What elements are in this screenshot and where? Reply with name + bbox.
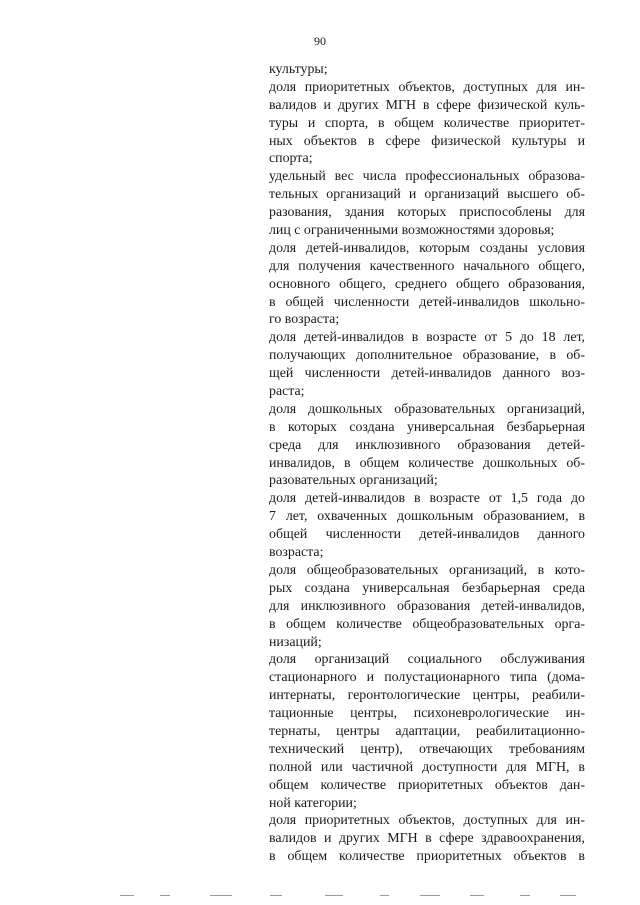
- scan-speck: [160, 895, 170, 896]
- text-line: доля детей-инвалидов в возрасте от 5 до 18 лет,: [269, 330, 585, 346]
- text-line: стационарного и полустационарного типа (дома-: [269, 670, 585, 686]
- scan-speck: [270, 895, 282, 896]
- scan-speck: [120, 895, 134, 896]
- text-line: для инклюзивного образования детей-инвалидов,: [269, 598, 585, 614]
- text-line: в которых создана универсальная безбарьерная: [269, 419, 585, 435]
- text-line: культуры;: [269, 62, 328, 77]
- text-line: щей численности детей-инвалидов данного воз-: [269, 366, 585, 382]
- text-line: интернаты, геронтологические центры, реабили-: [269, 688, 585, 704]
- scan-speck: [470, 895, 484, 896]
- text-line: доля детей-инвалидов в возрасте от 1,5 года до: [269, 491, 585, 507]
- text-line: получающих дополнительное образование, в об-: [269, 348, 585, 364]
- text-line: ных объектов в сфере физической культуры и: [269, 133, 585, 149]
- scan-speck: [380, 895, 389, 896]
- text-line: валидов и других МГН в сфере физической куль-: [269, 97, 585, 113]
- text-line: ной категории;: [269, 795, 357, 811]
- text-line: полной или частичной доступности для МГН, в: [269, 759, 585, 775]
- text-line: лиц с ограниченными возможностями здоровья;: [269, 223, 555, 239]
- text-line: тационные центры, психоневрологические ин-: [269, 706, 585, 722]
- text-line: тельных организаций и организаций высшего об-: [269, 187, 585, 203]
- text-line: спорта;: [269, 151, 313, 167]
- text-line: в общем количестве общеобразовательных орга-: [269, 616, 585, 632]
- text-line: разовательных организаций;: [269, 473, 438, 489]
- text-line: общей численности детей-инвалидов данного: [269, 527, 585, 543]
- text-line: доля организаций социального обслуживания: [269, 652, 585, 668]
- text-line: доля детей-инвалидов, которым созданы условия: [269, 240, 585, 256]
- scan-speck: [210, 895, 232, 896]
- text-line: основного общего, среднего общего образования,: [269, 276, 585, 292]
- text-line: низаций;: [269, 634, 322, 650]
- scan-speck: [520, 895, 530, 896]
- scan-speck: [420, 895, 440, 896]
- text-line: в общем количестве приоритетных объектов в: [269, 849, 585, 865]
- text-line: доля приоритетных объектов, доступных для ин-: [269, 79, 585, 95]
- text-line: среда для инклюзивного образования детей-: [269, 437, 585, 453]
- text-line: доля дошкольных образовательных организаций,: [269, 401, 585, 417]
- text-line: тернаты, центры адаптации, реабилитационно-: [269, 723, 585, 739]
- text-line: технический центр), отвечающих требованиям: [269, 741, 585, 757]
- text-line: доля общеобразовательных организаций, в кото-: [269, 562, 585, 578]
- text-line: доля приоритетных объектов, доступных для ин-: [269, 813, 585, 829]
- text-line: валидов и других МГН в сфере здравоохранения,: [269, 831, 585, 847]
- page-number: 90: [314, 34, 326, 48]
- text-line: общем количестве приоритетных объектов дан-: [269, 777, 585, 793]
- scan-artifact-bottom: [120, 893, 600, 899]
- scan-speck: [325, 895, 343, 896]
- text-line: разования, здания которых приспособлены для: [269, 205, 585, 221]
- text-line: го возраста;: [269, 312, 340, 328]
- scan-speck: [560, 895, 576, 896]
- text-line: 7 лет, охваченных дошкольным образованием, в: [269, 509, 585, 525]
- text-line: в общей численности детей-инвалидов школьно-: [269, 294, 585, 310]
- text-line: раста;: [269, 384, 305, 400]
- text-line: инвалидов, в общем количестве дошкольных об-: [269, 455, 585, 471]
- document-text-column: [269, 61, 585, 866]
- text-line: возраста;: [269, 545, 324, 561]
- text-line: для получения качественного начального общего,: [269, 258, 585, 274]
- text-line: удельный вес числа профессиональных образова-: [269, 169, 585, 185]
- text-line: туры и спорта, в общем количестве приоритет-: [269, 115, 585, 131]
- text-line: рых создана универсальная безбарьерная среда: [269, 580, 585, 596]
